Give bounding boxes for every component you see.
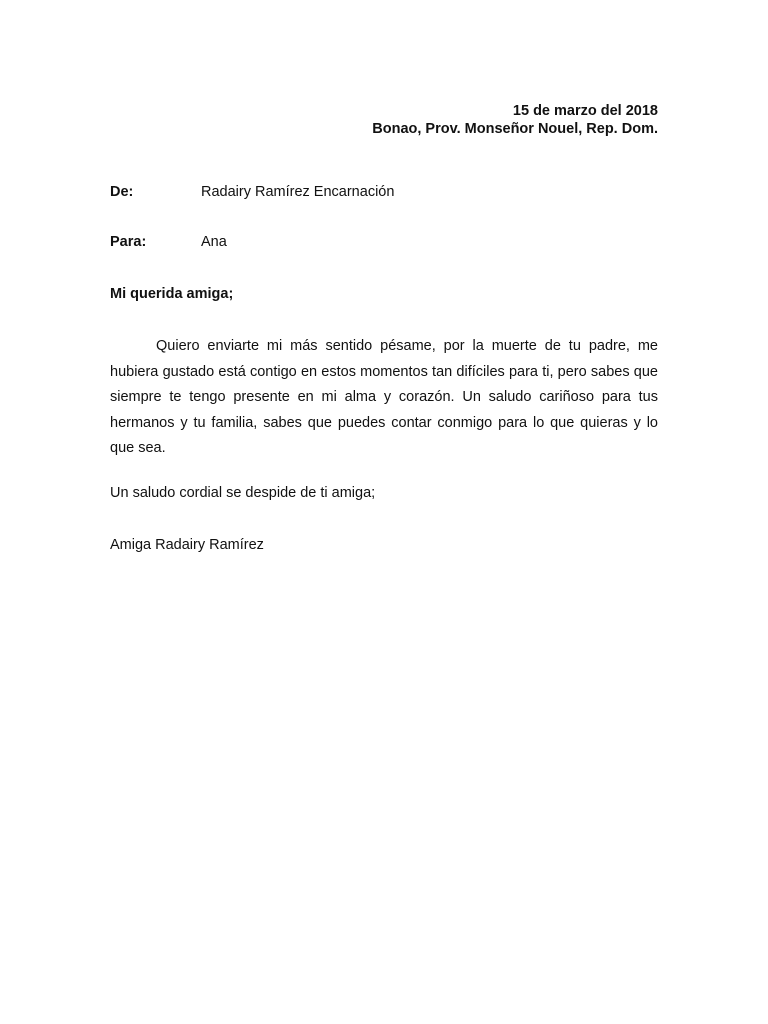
letter-body: Quiero enviarte mi más sentido pésame, por la muerte de tu padre, me hubiera gustado está contigo en estos momentos tan difíciles para ti, pero sabes que siempre te tengo presente en mi alma y corazón. Un saludo cariñoso para tus hermanos y tu familia, sabes que puedes contar conmigo para lo que quieras y lo que sea. [110,338,658,456]
letter-closing: Un saludo cordial se despide de ti amiga; [110,485,376,501]
letter-location: Bonao, Prov. Monseñor Nouel, Rep. Dom. [372,121,658,137]
letter-greeting: Mi querida amiga; [110,286,234,302]
letter-header [372,102,658,138]
letter-date: 15 de marzo del 2018 [512,103,658,119]
from-label: De: [110,184,134,200]
to-field [110,234,658,254]
letter-signature: Amiga Radairy Ramírez [110,537,264,553]
from-field [110,184,658,204]
to-value: Ana [201,234,227,250]
from-value: Radairy Ramírez Encarnación [201,184,395,200]
to-label: Para: [110,234,147,250]
